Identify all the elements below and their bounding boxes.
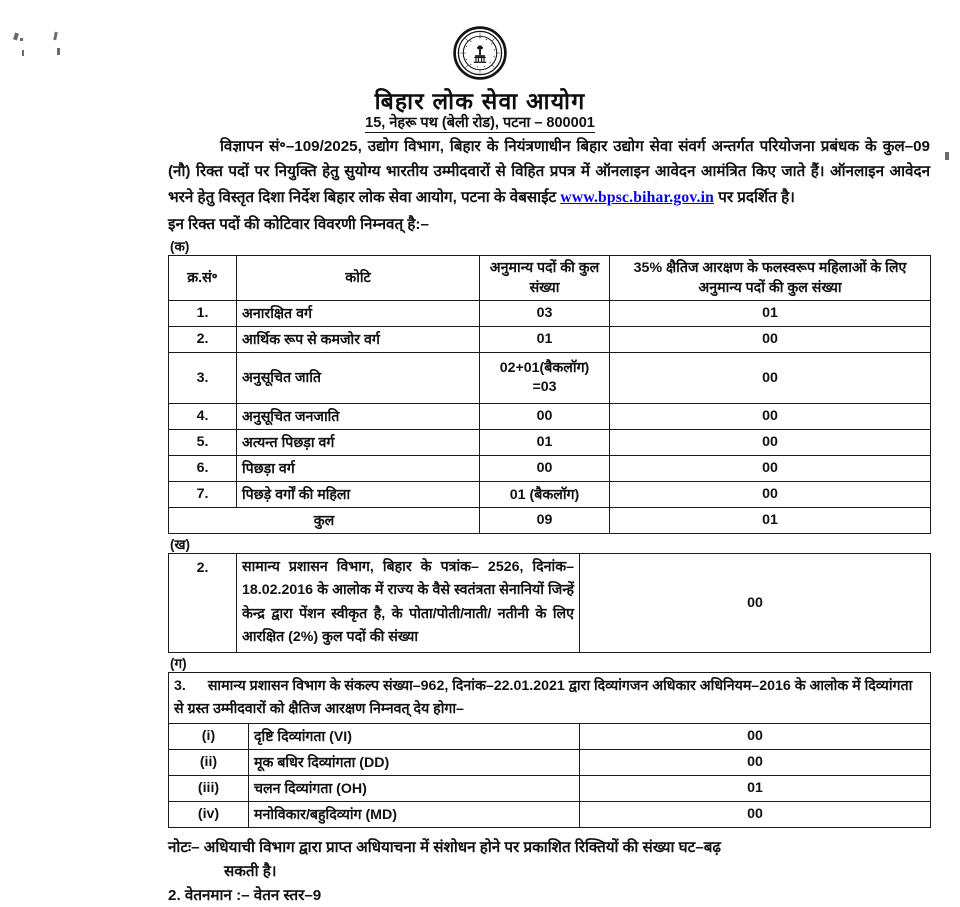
- cell-category: अनुसूचित जाति: [237, 352, 480, 403]
- cell-total-sum: 09: [480, 507, 610, 533]
- cell-women: 01: [610, 300, 931, 326]
- cell-sl: 7.: [169, 481, 237, 507]
- cell-total: 03: [480, 300, 610, 326]
- cell-total-line2: =03: [532, 378, 557, 395]
- section-a-letter: (क): [170, 238, 190, 254]
- table-row: [169, 723, 931, 749]
- document-content: [168, 134, 930, 907]
- cell-sl: 2.: [169, 553, 237, 652]
- pay-scale-line: 2. वेतनमान :– वेतन स्तर–9: [168, 886, 322, 904]
- cell-women: 00: [610, 429, 931, 455]
- cell-value: 00: [580, 723, 931, 749]
- cell-women: 00: [610, 403, 931, 429]
- cell-disability-label: दृष्टि दिव्यांगता (VI): [249, 723, 580, 749]
- cell-total: 00: [480, 403, 610, 429]
- col-header-total-posts: अनुमान्य पदों की कुल संख्या: [480, 255, 610, 300]
- cell-roman: (i): [169, 723, 249, 749]
- note-text-line2: सकती है।: [224, 862, 277, 880]
- note-label: नोटः–: [168, 838, 200, 856]
- cell-sl: 5.: [169, 429, 237, 455]
- cell-total: 00: [480, 455, 610, 481]
- notice-paragraph-text: विज्ञापन सं॰–109/2025, उद्योग विभाग, बिहार के नियंत्रणाधीन बिहार उद्योग सेवा संवर्ग अन्तर्गत परियोजना प्रबंधक के कुल–09 (नौ) रिक्त पदों पर नियुक्ति हेतु सुयोग्य भारतीय उम्मीदवारों से विहित प्रपत्र में ऑनलाइन आवेदन आमंत्रित किए जाते हैं। ऑनलाइन आवेदन भरने हेतु विस्तृत दिशा निर्देश बिहार लोक सेवा आयोग, पटना के वेबसाईट: [168, 138, 930, 206]
- cell-sl: 3.: [169, 352, 237, 403]
- cell-heading-number: 3.: [174, 677, 186, 694]
- cell-total-label: कुल: [169, 507, 480, 533]
- cell-roman: (iv): [169, 801, 249, 827]
- page-title: बिहार लोक सेवा आयोग: [374, 88, 586, 114]
- note-text: अधियाची विभाग द्वारा प्राप्त अधियाचना में संशोधन होने पर प्रकाशित रिक्तियों की संख्या घट–बढ़: [199, 838, 721, 856]
- bihar-state-emblem-icon: [453, 26, 507, 80]
- cell-total-line1: 02+01(बैकलॉग): [499, 359, 590, 376]
- cell-description: सामान्य प्रशासन विभाग, बिहार के पत्रांक– 2526, दिनांक–18.02.2016 के आलोक में राज्य के वैसे स्वतंत्रता सेनानियों जिन्हें केन्द्र द्वारा पेंशन स्वीकृत है, के पोता/पोती/नाती/ नतीनी के लिए आरक्षित (2%) कुल पदों की संख्या: [237, 553, 580, 652]
- col-header-sl: क्र.सं॰: [169, 255, 237, 300]
- table-row: [169, 326, 931, 352]
- table-total-row: [169, 507, 931, 533]
- cell-value: 00: [580, 801, 931, 827]
- table-row: [169, 749, 931, 775]
- cell-disability-label: मूक बधिर दिव्यांगता (DD): [249, 749, 580, 775]
- cell-women: 00: [610, 455, 931, 481]
- cell-value: 00: [580, 749, 931, 775]
- cell-category: आर्थिक रूप से कमजोर वर्ग: [237, 326, 480, 352]
- org-address: [0, 112, 960, 132]
- org-address-text: 15, नेहरू पथ (बेली रोड), पटना – 800001: [365, 115, 595, 131]
- cell-category: पिछड़े वर्गों की महिला: [237, 481, 480, 507]
- cell-total: 01: [480, 326, 610, 352]
- category-lead-line: इन रिक्त पदों की कोटिवार विवरणी निम्नवत् है:–: [168, 215, 429, 233]
- cell-sl: 1.: [169, 300, 237, 326]
- notice-paragraph-tail: पर प्रदर्शित है।: [713, 188, 795, 206]
- cell-sl: 6.: [169, 455, 237, 481]
- cell-women: 00: [610, 352, 931, 403]
- cell-women: 00: [610, 326, 931, 352]
- cell-value: 00: [580, 553, 931, 652]
- cell-heading: [169, 672, 931, 723]
- cell-disability-label: चलन दिव्यांगता (OH): [249, 775, 580, 801]
- section-b-letter: (ख): [170, 536, 191, 552]
- cell-total: [480, 352, 610, 403]
- table-row: [169, 429, 931, 455]
- table-row: [169, 403, 931, 429]
- table-a-header-row: [169, 255, 931, 300]
- cell-value: 01: [580, 775, 931, 801]
- emblem-container: [0, 26, 960, 80]
- cell-disability-label: मनोविकार/बहुदिव्यांग (MD): [249, 801, 580, 827]
- col-header-category: कोटि: [237, 255, 480, 300]
- cell-women: 00: [610, 481, 931, 507]
- cell-category: अनारक्षित वर्ग: [237, 300, 480, 326]
- section-c-letter: (ग): [170, 655, 187, 671]
- vacancy-table-a: [168, 255, 931, 534]
- cell-total: 01: [480, 429, 610, 455]
- cell-category: पिछड़ा वर्ग: [237, 455, 480, 481]
- notice-paragraph: [168, 134, 930, 210]
- cell-women-sum: 01: [610, 507, 931, 533]
- cell-total: 01 (बैकलॉग): [480, 481, 610, 507]
- cell-category: अत्यन्त पिछड़ा वर्ग: [237, 429, 480, 455]
- cell-sl: 2.: [169, 326, 237, 352]
- table-a-body: [169, 300, 931, 533]
- disability-table-c: [168, 672, 931, 828]
- col-header-women-posts: 35% क्षैतिज आरक्षण के फलस्वरूप महिलाओं के लिए अनुमान्य पदों की कुल संख्या: [610, 255, 931, 300]
- bpsc-website-link[interactable]: www.bpsc.bihar.gov.in: [560, 188, 714, 206]
- table-row: [169, 300, 931, 326]
- cell-roman: (iii): [169, 775, 249, 801]
- cell-roman: (ii): [169, 749, 249, 775]
- table-row: [169, 775, 931, 801]
- table-row: [169, 553, 931, 652]
- cell-category: अनुसूचित जनजाति: [237, 403, 480, 429]
- table-row: [169, 801, 931, 827]
- cell-heading-text: सामान्य प्रशासन विभाग के संकल्प संख्या–962, दिनांक–22.01.2021 द्वारा दिव्यांगजन अधिकार अधिनियम–2016 के आलोक में दिव्यांगता से ग्रस्त उम्मीदवारों को क्षैतिज आरक्षण निम्नवत् देय होगा–: [174, 677, 913, 717]
- table-c-heading-row: [169, 672, 931, 723]
- scan-artifact: [945, 152, 949, 160]
- table-row: [169, 481, 931, 507]
- footer-note: [168, 836, 930, 884]
- table-row: [169, 352, 931, 403]
- cell-sl: 4.: [169, 403, 237, 429]
- freedom-fighter-table-b: [168, 553, 931, 653]
- table-row: [169, 455, 931, 481]
